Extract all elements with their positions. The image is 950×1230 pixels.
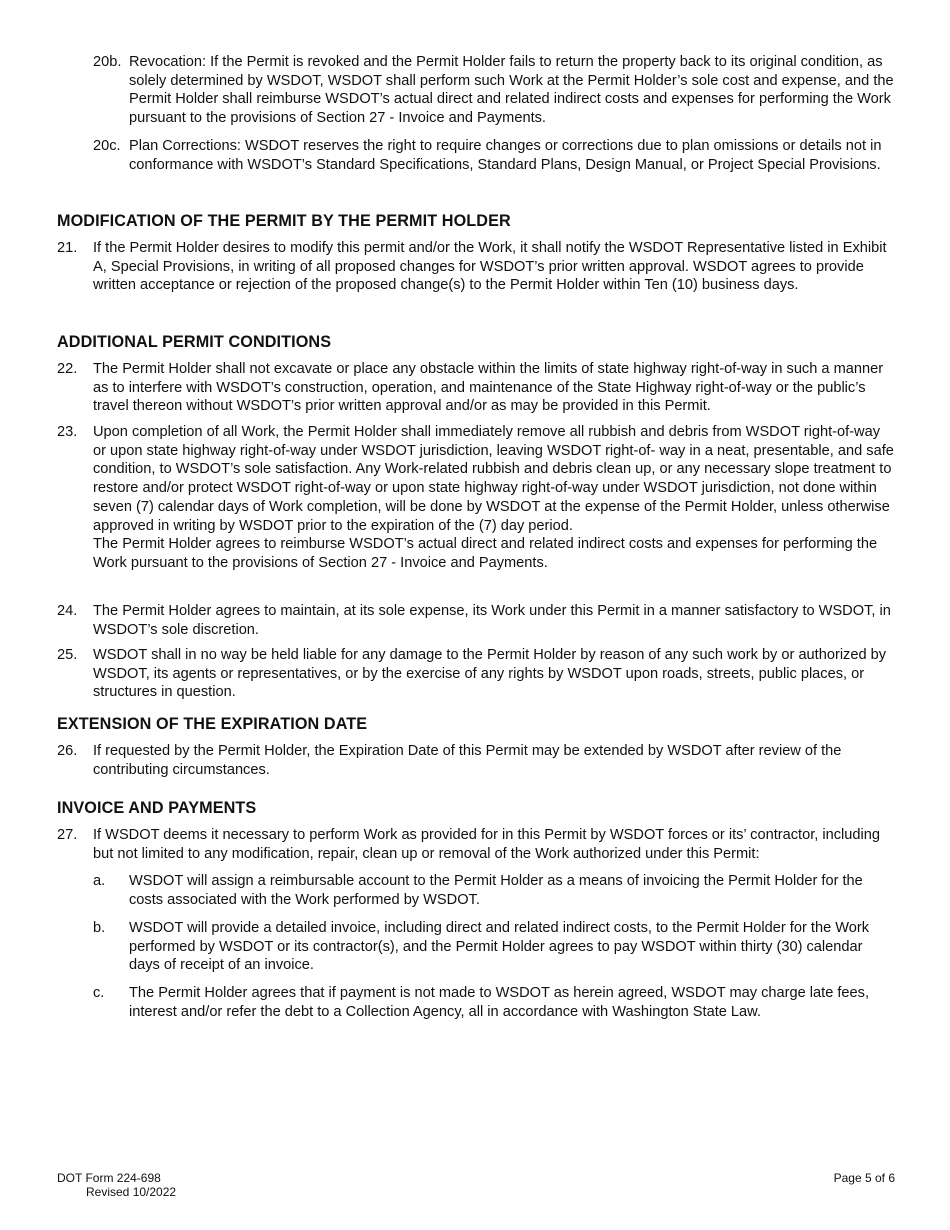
- item-paragraph: Upon completion of all Work, the Permit Holder shall immediately remove all rubbish and debris from WSDOT right-of-way or upon state highway right-of-way under WSDOT jurisdiction, leaving WSDOT right-of- way in a neat, presentable, and safe condition, to WSDOT’s sole satisfaction. Any Work-related rubbish and debris clean up, or any necessary slope treatment to restore and/or protect WSDOT right-of-way or upon state highway right-of-way under WSDOT jurisdiction, not done within seven (7) calendar days of Work completion, will be done by WSDOT at the expense of the Permit Holder, unless otherwise approved in writing by WSDOT prior to the expiration of the (7) day period.: [93, 424, 894, 534]
- list-item-27: [57, 826, 897, 863]
- section-heading-additional: ADDITIONAL PERMIT CONDITIONS: [57, 333, 332, 351]
- item-text: Revocation: If the Permit is revoked and the Permit Holder fails to return the property back to its original condition, as solely determined by WSDOT, WSDOT shall perform such Work at the Permit Holder’s sole cost and expense, and the Permit Holder shall reimburse WSDOT’s actual direct and related indirect costs and expenses for performing the Work pursuant to the provisions of Section 27 - Invoice and Payments.: [129, 54, 894, 127]
- item-number: c.: [93, 985, 105, 1001]
- item-text: The Permit Holder agrees to maintain, at its sole expense, its Work under this Permit in a manner satisfactory to WSDOT, in WSDOT’s sole discretion.: [93, 603, 891, 638]
- item-number: 24.: [57, 603, 78, 619]
- footer-page-number: Page 5 of 6: [833, 1171, 895, 1185]
- list-item-26: [57, 742, 897, 779]
- item-number: 20b.: [93, 54, 122, 70]
- item-text: If the Permit Holder desires to modify this permit and/or the Work, it shall notify the WSDOT Representative listed in Exhibit A, Special Provisions, in writing of all proposed changes for WSDOT’s prior written approval. WSDOT agrees to provide written acceptance or rejection of the proposed change(s) to the Permit Holder within Ten (10) business days.: [93, 240, 887, 294]
- item-paragraph: The Permit Holder agrees to reimburse WSDOT’s actual direct and related indirect costs and expenses for performing the Work pursuant to the provisions of Section 27 - Invoice and Payments.: [93, 536, 878, 571]
- list-item-20b: [93, 53, 897, 128]
- list-item-22: [57, 360, 897, 416]
- item-number: 23.: [57, 424, 78, 440]
- item-text: WSDOT shall in no way be held liable for any damage to the Permit Holder by reason of any such work by or authorized by WSDOT, its agents or representatives, or by the exercise of any rights by WSDOT upon roads, streets, public places, or structures in question.: [93, 647, 887, 701]
- item-number: 26.: [57, 743, 78, 759]
- list-item-25: [57, 646, 897, 702]
- item-text: If requested by the Permit Holder, the Expiration Date of this Permit may be extended by WSDOT after review of the contributing circumstances.: [93, 743, 842, 778]
- sub-item-c: [93, 984, 897, 1021]
- item-text: The Permit Holder shall not excavate or place any obstacle within the limits of state highway right-of-way in such a manner as to interfere with WSDOT’s construction, operation, and maintenance of the State Highway right-of-way or the public’s travel thereon without WSDOT’s prior written approval and/or as may be provided in this Permit.: [93, 361, 884, 415]
- section-heading-invoice: INVOICE AND PAYMENTS: [57, 799, 257, 817]
- section-heading-extension: EXTENSION OF THE EXPIRATION DATE: [57, 715, 368, 733]
- item-text: WSDOT will provide a detailed invoice, including direct and related indirect costs, to the Permit Holder for the Work performed by WSDOT or its contractor(s), and the Permit Holder agrees to pay WSDOT within thirty (30) calendar days of receipt of an invoice.: [129, 920, 870, 974]
- section-heading-modification: MODIFICATION OF THE PERMIT BY THE PERMIT HOLDER: [57, 212, 511, 230]
- item-text: Plan Corrections: WSDOT reserves the right to require changes or corrections due to plan omissions or details not in conformance with WSDOT’s Standard Specifications, Standard Plans, Design Manual, or Project Special Provisions.: [129, 138, 882, 173]
- item-text: If WSDOT deems it necessary to perform Work as provided for in this Permit by WSDOT forces or its’ contractor, including but not limited to any modification, repair, clean up or removal of the Work authorized under this Permit:: [93, 827, 880, 862]
- item-text: The Permit Holder agrees that if payment is not made to WSDOT as herein agreed, WSDOT may charge late fees, interest and/or refer the debt to a Collection Agency, all in accordance with Washington State Law.: [129, 985, 870, 1020]
- item-number: a.: [93, 873, 106, 889]
- sub-item-b: [93, 919, 897, 975]
- item-number: 21.: [57, 240, 78, 256]
- item-text: WSDOT will assign a reimbursable account to the Permit Holder as a means of invoicing the Permit Holder for the costs associated with the Work performed by WSDOT.: [129, 873, 863, 908]
- footer-form-number: DOT Form 224-698: [57, 1171, 161, 1185]
- list-item-20c: [93, 137, 897, 174]
- footer-revised-date: Revised 10/2022: [86, 1185, 177, 1199]
- item-number: 20c.: [93, 138, 121, 154]
- item-number: 22.: [57, 361, 78, 377]
- item-number: b.: [93, 920, 106, 936]
- list-item-21: [57, 239, 897, 295]
- sub-item-a: [93, 872, 897, 909]
- item-text: [93, 423, 897, 573]
- item-number: 25.: [57, 647, 78, 663]
- list-item-23: [57, 423, 897, 573]
- list-item-24: [57, 602, 897, 639]
- item-number: 27.: [57, 827, 78, 843]
